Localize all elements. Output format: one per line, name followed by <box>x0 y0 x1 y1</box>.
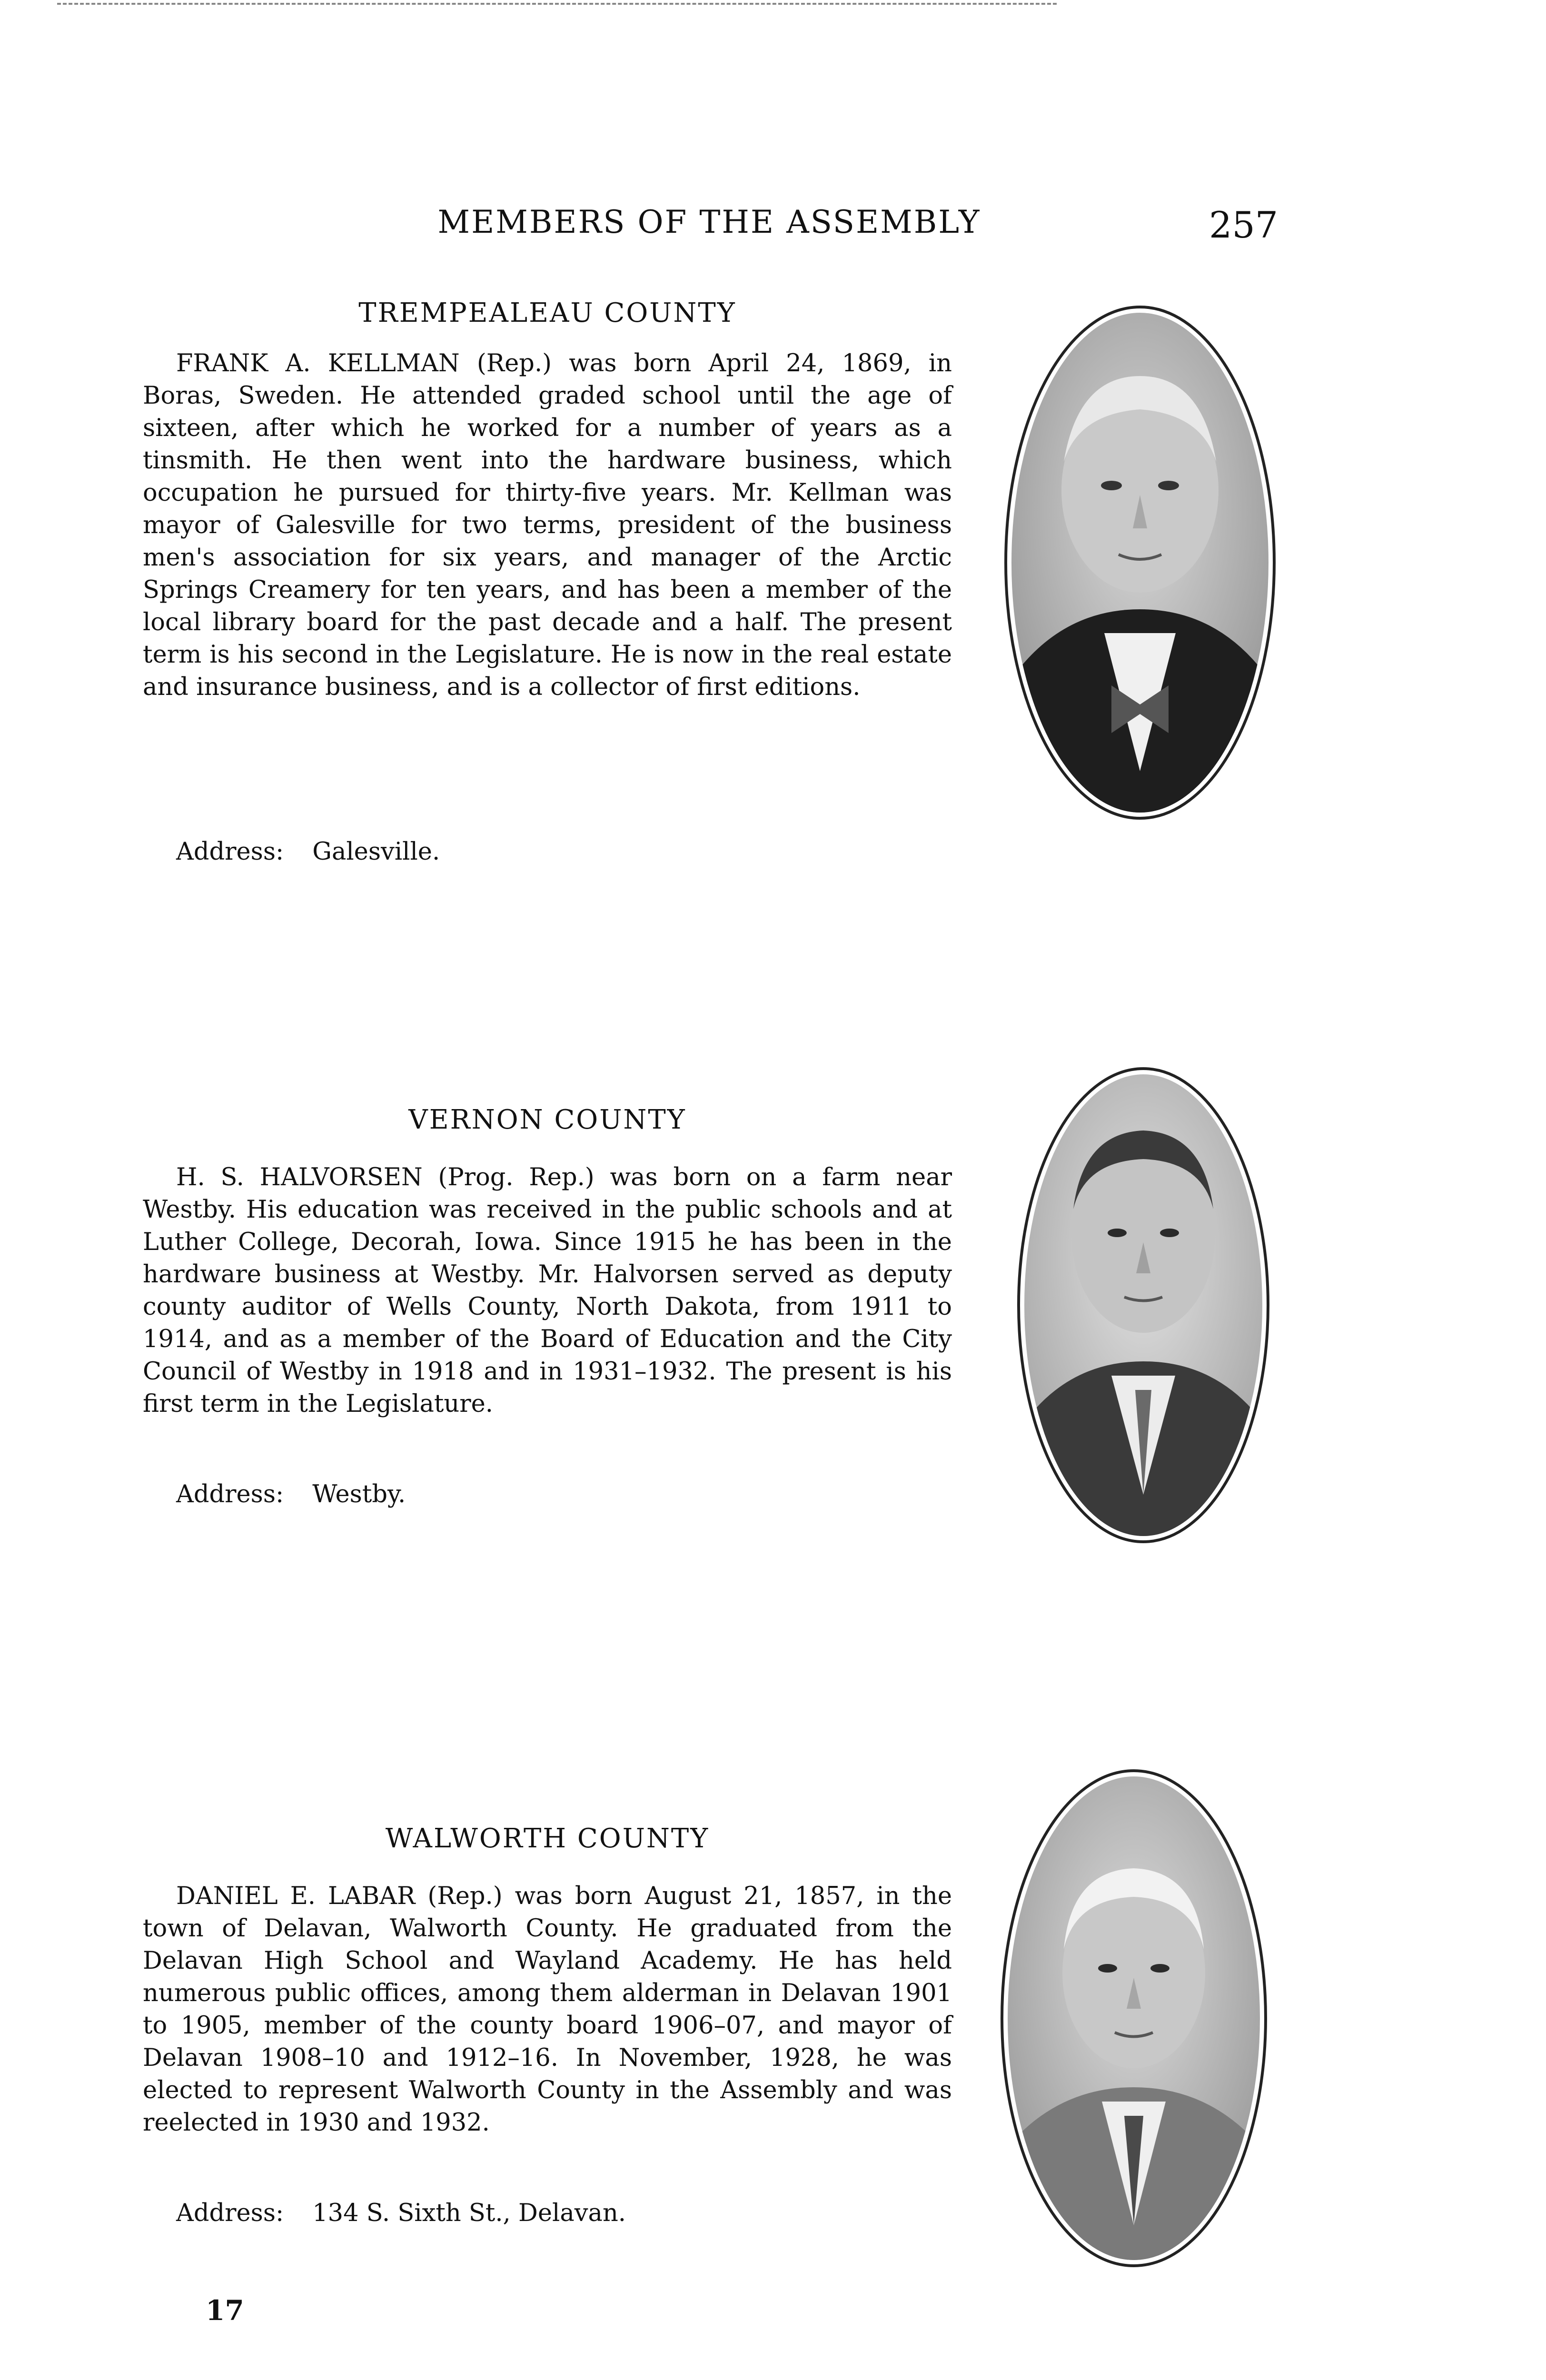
address-value: Galesville. <box>312 838 440 866</box>
county-heading-walworth: WALWORTH COUNTY <box>385 1823 710 1854</box>
running-head: MEMBERS OF THE ASSEMBLY <box>437 204 981 240</box>
signature-mark: 17 <box>206 2294 244 2327</box>
member-bio-labar: DANIEL E. LABAR (Rep.) was born August 21, 1857, in the town of Delavan, Walworth County. He graduated from the Delavan High School and Wayland Academy. He has held numerous public offices, among them alderman in Delavan 1901 to 1905, member of the county board 1906–07, and mayor of Delavan 1908–10 and 1912–16. In November, 1928, he was elected to represent Walworth County in the Assembly and was reelected in 1930 and 1932. <box>143 1882 952 2137</box>
member-address-kellman <box>176 838 440 866</box>
member-address-labar <box>176 2199 626 2227</box>
county-heading-trempealeau: TREMPEALEAU COUNTY <box>358 298 736 328</box>
address-label: Address: <box>176 838 284 866</box>
county-heading-vernon: VERNON COUNTY <box>408 1104 686 1135</box>
portrait-photo-kellman <box>1002 305 1278 821</box>
address-label: Address: <box>176 2199 284 2227</box>
member-bio-kellman: FRANK A. KELLMAN (Rep.) was born April 24, 1869, in Boras, Sweden. He attended graded school until the age of sixteen, after which he worked for a number of years as a tinsmith. He then went into the hardware business, which occupation he pursued for thirty-five years. Mr. Kellman was mayor of Galesville for two terms, president of the business men's association for six years, and manager of the Arctic Springs Creamery for ten years, and has been a member of the local library board for the past decade and a half. The present term is his second in the Legislature. He is now in the real estate and insurance business, and is a collector of first editions. <box>143 349 952 701</box>
member-address-halvorsen <box>176 1480 406 1508</box>
address-label: Address: <box>176 1480 284 1508</box>
address-value: 134 S. Sixth St., Delavan. <box>312 2199 626 2227</box>
page-number: 257 <box>1209 204 1278 246</box>
member-bio-halvorsen: H. S. HALVORSEN (Prog. Rep.) was born on a farm near Westby. His education was received in the public schools and at Luther College, Decorah, Iowa. Since 1915 he has been in the hardware business at Westby. Mr. Halvorsen served as deputy county auditor of Wells County, North Dakota, from 1911 to 1914, and as a member of the Board of Education and the City Council of Westby in 1918 and in 1931–1932. The present is his first term in the Legislature. <box>143 1163 952 1418</box>
portrait-photo-halvorsen <box>1016 1066 1271 1545</box>
portrait-photo-labar <box>1000 1768 1269 2268</box>
scan-edge-rule <box>57 3 1057 7</box>
address-value: Westby. <box>312 1480 406 1508</box>
